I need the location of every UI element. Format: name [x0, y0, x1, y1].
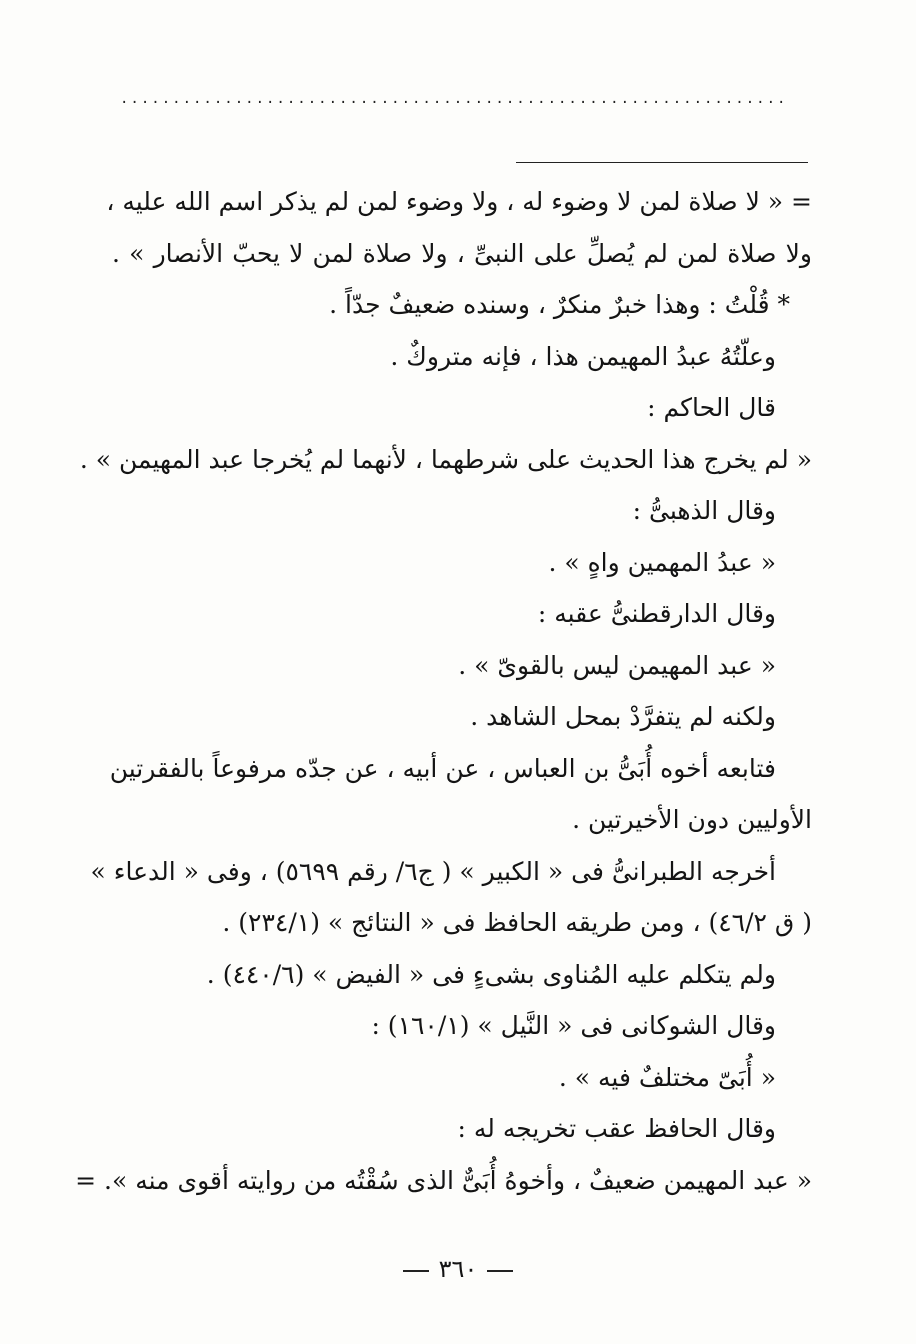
text-line-6: « لم يخرج هذا الحديث على شرطهما ، لأنهما لم يُخرجا عبد المهيمن » . [79, 444, 812, 474]
text-line-7: وقال الذهبىُّ : [632, 496, 776, 525]
text-line-5: قال الحاكم : [647, 393, 776, 422]
header-dotted-separator: ................................................................ [120, 91, 788, 107]
page-number-value: ٣٦٠ [438, 1255, 478, 1283]
text-line-11: ولكنه لم يتفرَّدْ بمحل الشاهد . [470, 702, 776, 731]
text-line-14: أخرجه الطبرانىُّ فى « الكبير » ( ج٦/ رقم ٥٦٩٩) ، وفى « الدعاء » [90, 856, 776, 886]
page-number [0, 1254, 916, 1284]
text-line-15: ( ق ٤٦/٢) ، ومن طريقه الحافظ فى « النتائج » (٢٣٤/١) . [222, 908, 812, 937]
footnote-text [75, 176, 812, 1206]
text-line-10: « عبد المهيمن ليس بالقوىّ » . [458, 650, 776, 680]
text-line-9: وقال الدارقطنىُّ عقبه : [537, 599, 776, 628]
page-number-dash-left [403, 1270, 429, 1272]
text-line-18: « أُبَىّ مختلفٌ فيه » . [558, 1062, 776, 1092]
text-line-19: وقال الحافظ عقب تخريجه له : [457, 1114, 776, 1143]
text-line-3: * قُلْتُ : وهذا خبرٌ منكرٌ ، وسنده ضعيفٌ جدّاً . [329, 290, 790, 319]
text-line-20: « عبد المهيمن ضعيفٌ ، وأخوهُ أُبَىٌّ الذى سُقْتُه من روايته أقوى منه ». = [75, 1165, 812, 1195]
text-line-4: وعلّتُهُ عبدُ المهيمن هذا ، فإنه متروكٌ . [390, 341, 776, 371]
footnote-rule [516, 162, 808, 163]
text-line-17: وقال الشوكانى فى « النَّيل » (١٦٠/١) : [371, 1011, 776, 1040]
text-line-2: ولا صلاة لمن لم يُصلِّ على النبىِّ ، ولا صلاة لمن لا يحبّ الأنصار » . [112, 238, 812, 268]
text-line-1: = « لا صلاة لمن لا وضوء له ، ولا وضوء لمن لم يذكر اسم الله عليه ، [106, 187, 812, 216]
text-line-13: الأوليين دون الأخيرتين . [572, 805, 812, 834]
text-line-12: فتابعه أخوه أُبَىُّ بن العباس ، عن أبيه ، عن جدّه مرفوعاً بالفقرتين [109, 753, 776, 783]
text-line-8: « عبدُ المهمين واهٍ » . [548, 547, 776, 577]
text-line-16: ولم يتكلم عليه المُناوى بشىءٍ فى « الفيض » (٤٤٠/٦) . [206, 959, 776, 989]
page-number-dash-right [487, 1270, 513, 1272]
